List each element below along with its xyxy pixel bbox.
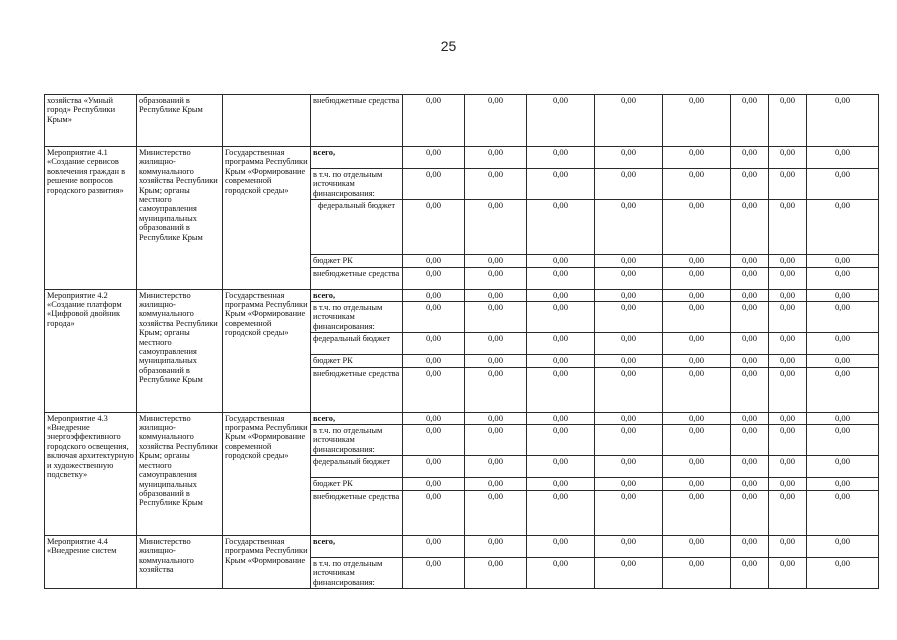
value-cell: 0,00: [465, 425, 527, 456]
value-cell: 0,00: [731, 490, 769, 535]
source-cell: федеральный бюджет: [311, 333, 403, 355]
value-cell: 0,00: [807, 302, 879, 333]
value-cell: 0,00: [769, 147, 807, 169]
value-cell: 0,00: [731, 425, 769, 456]
value-cell: 0,00: [465, 557, 527, 588]
value-cell: 0,00: [769, 289, 807, 301]
value-cell: 0,00: [527, 333, 595, 355]
value-cell: 0,00: [731, 169, 769, 200]
value-cell: 0,00: [807, 557, 879, 588]
value-cell: 0,00: [731, 267, 769, 289]
value-cell: 0,00: [527, 425, 595, 456]
value-cell: 0,00: [527, 255, 595, 267]
value-cell: 0,00: [465, 412, 527, 424]
value-cell: 0,00: [731, 355, 769, 367]
value-cell: 0,00: [595, 302, 663, 333]
program-cell: [223, 95, 311, 147]
table-row: [45, 535, 879, 557]
value-cell: 0,00: [731, 289, 769, 301]
value-cell: 0,00: [403, 557, 465, 588]
value-cell: 0,00: [769, 355, 807, 367]
value-cell: 0,00: [403, 456, 465, 478]
value-cell: 0,00: [807, 95, 879, 147]
value-cell: 0,00: [769, 169, 807, 200]
budget-table: [44, 94, 879, 589]
value-cell: 0,00: [403, 333, 465, 355]
value-cell: 0,00: [663, 456, 731, 478]
value-cell: 0,00: [663, 333, 731, 355]
value-cell: 0,00: [527, 200, 595, 255]
value-cell: 0,00: [807, 355, 879, 367]
value-cell: 0,00: [403, 200, 465, 255]
value-cell: 0,00: [663, 412, 731, 424]
value-cell: 0,00: [403, 478, 465, 490]
value-cell: 0,00: [465, 302, 527, 333]
event-cell: хозяйства «Умный город» Республики Крым»: [45, 95, 137, 147]
value-cell: 0,00: [769, 456, 807, 478]
value-cell: 0,00: [595, 147, 663, 169]
value-cell: 0,00: [527, 267, 595, 289]
page-number: 25: [440, 38, 457, 54]
value-cell: 0,00: [663, 478, 731, 490]
program-cell: Государственная программа Республики Крым «Формирование современной городской среды»: [223, 412, 311, 535]
value-cell: 0,00: [731, 333, 769, 355]
value-cell: 0,00: [595, 355, 663, 367]
value-cell: 0,00: [807, 456, 879, 478]
source-cell: бюджет РК: [311, 478, 403, 490]
value-cell: 0,00: [595, 255, 663, 267]
value-cell: 0,00: [807, 333, 879, 355]
value-cell: 0,00: [527, 367, 595, 412]
value-cell: 0,00: [595, 412, 663, 424]
value-cell: 0,00: [731, 147, 769, 169]
value-cell: 0,00: [663, 200, 731, 255]
value-cell: 0,00: [465, 456, 527, 478]
table-row: [45, 147, 879, 169]
value-cell: 0,00: [465, 535, 527, 557]
value-cell: 0,00: [807, 535, 879, 557]
value-cell: 0,00: [663, 425, 731, 456]
value-cell: 0,00: [663, 490, 731, 535]
value-cell: 0,00: [769, 367, 807, 412]
value-cell: 0,00: [403, 302, 465, 333]
event-cell: Мероприятие 4.4 «Внедрение систем: [45, 535, 137, 588]
value-cell: 0,00: [595, 200, 663, 255]
value-cell: 0,00: [731, 456, 769, 478]
value-cell: 0,00: [465, 200, 527, 255]
value-cell: 0,00: [731, 557, 769, 588]
source-cell: всего,: [311, 412, 403, 424]
value-cell: 0,00: [595, 490, 663, 535]
source-cell: всего,: [311, 535, 403, 557]
value-cell: 0,00: [769, 95, 807, 147]
value-cell: 0,00: [595, 535, 663, 557]
source-cell: федеральный бюджет: [311, 200, 403, 255]
value-cell: 0,00: [527, 147, 595, 169]
value-cell: 0,00: [731, 412, 769, 424]
executor-cell: Министерство жилищно-коммунального хозяйства Республики Крым; органы местного самоуправления муниципальных образований в Республике Крым: [137, 147, 223, 290]
value-cell: 0,00: [769, 425, 807, 456]
value-cell: 0,00: [663, 147, 731, 169]
value-cell: 0,00: [527, 169, 595, 200]
value-cell: 0,00: [403, 535, 465, 557]
value-cell: 0,00: [807, 367, 879, 412]
value-cell: 0,00: [403, 255, 465, 267]
value-cell: 0,00: [527, 412, 595, 424]
value-cell: 0,00: [595, 333, 663, 355]
value-cell: 0,00: [595, 478, 663, 490]
budget-table-body: [45, 95, 879, 589]
value-cell: 0,00: [769, 255, 807, 267]
value-cell: 0,00: [663, 289, 731, 301]
value-cell: 0,00: [527, 355, 595, 367]
source-cell: внебюджетные средства: [311, 367, 403, 412]
value-cell: 0,00: [807, 200, 879, 255]
value-cell: 0,00: [595, 267, 663, 289]
value-cell: 0,00: [769, 490, 807, 535]
value-cell: 0,00: [731, 535, 769, 557]
source-cell: в т.ч. по отдельным источникам финансирования:: [311, 302, 403, 333]
value-cell: 0,00: [731, 95, 769, 147]
table-row: [45, 412, 879, 424]
value-cell: 0,00: [769, 333, 807, 355]
source-cell: в т.ч. по отдельным источникам финансирования:: [311, 557, 403, 588]
source-cell: внебюджетные средства: [311, 490, 403, 535]
value-cell: 0,00: [663, 95, 731, 147]
value-cell: 0,00: [527, 478, 595, 490]
value-cell: 0,00: [527, 490, 595, 535]
value-cell: 0,00: [527, 302, 595, 333]
value-cell: 0,00: [403, 289, 465, 301]
value-cell: 0,00: [465, 95, 527, 147]
value-cell: 0,00: [769, 302, 807, 333]
table-row: [45, 95, 879, 147]
executor-cell: Министерство жилищно-коммунального хозяйства: [137, 535, 223, 588]
source-cell: всего,: [311, 289, 403, 301]
program-cell: Государственная программа Республики Крым «Формирование современной городской среды»: [223, 289, 311, 412]
value-cell: 0,00: [769, 267, 807, 289]
value-cell: 0,00: [465, 367, 527, 412]
value-cell: 0,00: [403, 412, 465, 424]
value-cell: 0,00: [465, 478, 527, 490]
value-cell: 0,00: [403, 95, 465, 147]
value-cell: 0,00: [807, 490, 879, 535]
value-cell: 0,00: [807, 412, 879, 424]
value-cell: 0,00: [663, 255, 731, 267]
value-cell: 0,00: [663, 302, 731, 333]
source-cell: внебюджетные средства: [311, 95, 403, 147]
value-cell: 0,00: [403, 147, 465, 169]
value-cell: 0,00: [465, 169, 527, 200]
value-cell: 0,00: [807, 267, 879, 289]
value-cell: 0,00: [731, 255, 769, 267]
value-cell: 0,00: [595, 95, 663, 147]
source-cell: внебюджетные средства: [311, 267, 403, 289]
value-cell: 0,00: [769, 557, 807, 588]
value-cell: 0,00: [465, 355, 527, 367]
value-cell: 0,00: [807, 478, 879, 490]
value-cell: 0,00: [595, 367, 663, 412]
value-cell: 0,00: [403, 169, 465, 200]
executor-cell: образований в Республике Крым: [137, 95, 223, 147]
event-cell: Мероприятие 4.3 «Внедрение энергоэффективного городского освещения, включая архитектурную и художественную подсветку»: [45, 412, 137, 535]
event-cell: Мероприятие 4.1 «Создание сервисов вовлечения граждан в решение вопросов городского развития»: [45, 147, 137, 290]
value-cell: 0,00: [807, 425, 879, 456]
value-cell: 0,00: [595, 425, 663, 456]
source-cell: в т.ч. по отдельным источникам финансирования:: [311, 425, 403, 456]
value-cell: 0,00: [595, 557, 663, 588]
value-cell: 0,00: [465, 333, 527, 355]
value-cell: 0,00: [807, 147, 879, 169]
value-cell: 0,00: [403, 367, 465, 412]
value-cell: 0,00: [595, 169, 663, 200]
value-cell: 0,00: [731, 200, 769, 255]
value-cell: 0,00: [465, 289, 527, 301]
event-cell: Мероприятие 4.2 «Создание платформ «Цифровой двойник города»: [45, 289, 137, 412]
value-cell: 0,00: [769, 412, 807, 424]
value-cell: 0,00: [807, 169, 879, 200]
source-cell: всего,: [311, 147, 403, 169]
value-cell: 0,00: [403, 355, 465, 367]
value-cell: 0,00: [595, 456, 663, 478]
value-cell: 0,00: [663, 267, 731, 289]
table-row: [45, 289, 879, 301]
value-cell: 0,00: [663, 557, 731, 588]
value-cell: 0,00: [527, 95, 595, 147]
value-cell: 0,00: [663, 355, 731, 367]
executor-cell: Министерство жилищно-коммунального хозяйства Республики Крым; органы местного самоуправления муниципальных образований в Республике Крым: [137, 289, 223, 412]
value-cell: 0,00: [769, 200, 807, 255]
value-cell: 0,00: [663, 535, 731, 557]
value-cell: 0,00: [465, 267, 527, 289]
value-cell: 0,00: [465, 255, 527, 267]
source-cell: федеральный бюджет: [311, 456, 403, 478]
program-cell: Государственная программа Республики Крым «Формирование: [223, 535, 311, 588]
value-cell: 0,00: [403, 490, 465, 535]
value-cell: 0,00: [465, 490, 527, 535]
value-cell: 0,00: [731, 302, 769, 333]
value-cell: 0,00: [527, 456, 595, 478]
value-cell: 0,00: [807, 255, 879, 267]
value-cell: 0,00: [807, 289, 879, 301]
executor-cell: Министерство жилищно-коммунального хозяйства Республики Крым; органы местного самоуправления муниципальных образований в Республике Крым: [137, 412, 223, 535]
value-cell: 0,00: [595, 289, 663, 301]
value-cell: 0,00: [731, 367, 769, 412]
value-cell: 0,00: [663, 367, 731, 412]
source-cell: бюджет РК: [311, 355, 403, 367]
program-cell: Государственная программа Республики Крым «Формирование современной городской среды»: [223, 147, 311, 290]
value-cell: 0,00: [769, 478, 807, 490]
value-cell: 0,00: [403, 267, 465, 289]
value-cell: 0,00: [663, 169, 731, 200]
source-cell: бюджет РК: [311, 255, 403, 267]
value-cell: 0,00: [527, 557, 595, 588]
value-cell: 0,00: [403, 425, 465, 456]
source-cell: в т.ч. по отдельным источникам финансирования:: [311, 169, 403, 200]
value-cell: 0,00: [527, 535, 595, 557]
value-cell: 0,00: [731, 478, 769, 490]
value-cell: 0,00: [527, 289, 595, 301]
value-cell: 0,00: [769, 535, 807, 557]
value-cell: 0,00: [465, 147, 527, 169]
